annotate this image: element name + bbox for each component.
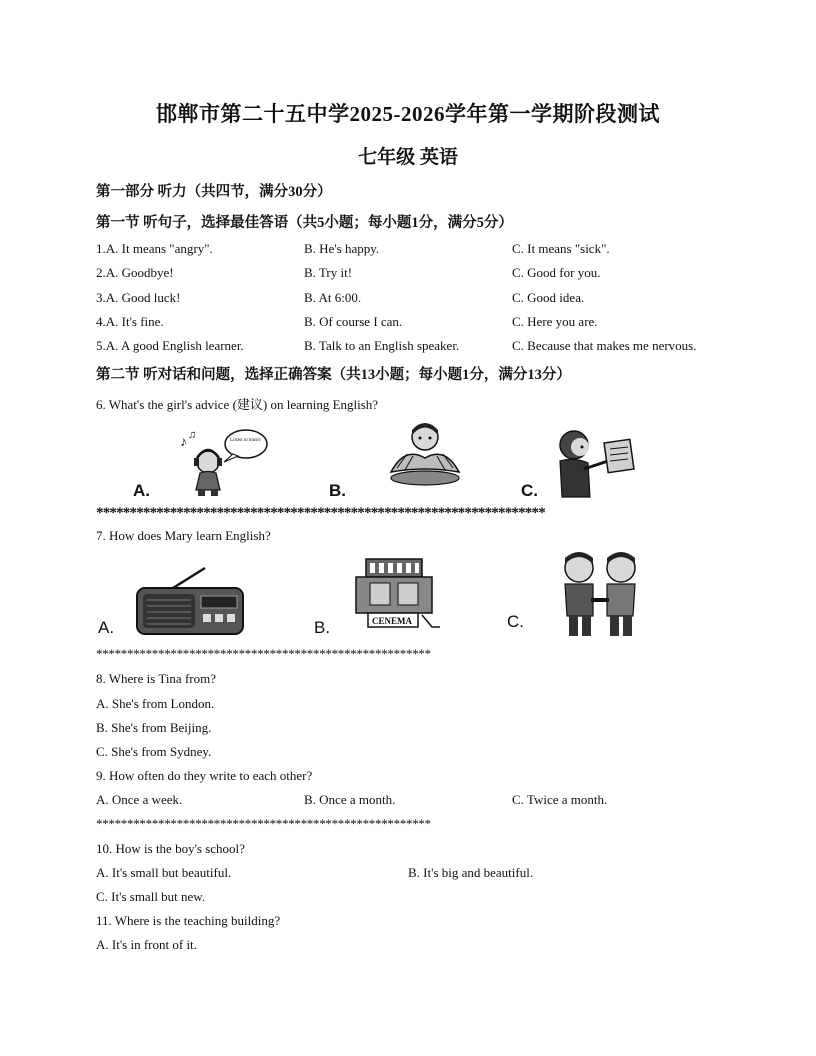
q4-option-c: C. Here you are. [512,314,598,329]
q9-option-b: B. Once a month. [304,792,396,807]
q8-option-b: B. She's from Beijing. [96,720,212,735]
part1-heading: 第一部分 听力（共四节，满分30分） [96,184,332,200]
q10-question: 10. How is the boy's school? [96,841,245,856]
q3-option-c: C. Good idea. [512,290,585,305]
q2-option-c: C. Good for you. [512,265,601,280]
exam-subtitle: 七年级 英语 [358,147,458,168]
q2-option-a: 2.A. Goodbye! [96,265,174,280]
separator-stars-short-2: ****************************************************** [96,816,431,831]
q4-option-b: B. Of course I can. [304,314,403,329]
q9-option-c: C. Twice a month. [512,792,608,807]
q9-question: 9. How often do they write to each other? [96,768,313,783]
q6-label-c: C. [521,481,538,500]
q6-picture-c-person-with-book [550,425,640,501]
q11-question: 11. Where is the teaching building? [96,913,281,928]
q6-question: 6. What's the girl's advice (建议) on learning English? [96,397,379,412]
q8-option-c: C. She's from Sydney. [96,744,212,759]
q7-label-c: C. [507,612,524,631]
q6-label-b: B. [329,481,346,500]
q11-option-a: A. It's in front of it. [96,937,197,952]
separator-stars-short-1: ****************************************************** [96,646,431,661]
q1-option-a: 1.A. It means "angry". [96,241,213,256]
q5-option-c: C. Because that makes me nervous. [512,338,697,353]
q2-option-b: B. Try it! [304,265,353,280]
q5-option-b: B. Talk to an English speaker. [304,338,460,353]
q4-option-a: 4.A. It's fine. [96,314,164,329]
section2-heading: 第二节 听对话和问题，选择正确答案（共13小题；每小题1分，满分13分） [96,367,571,383]
exam-title: 邯郸市第二十五中学2025-2026学年第一学期阶段测试 [156,102,660,126]
q6-picture-a-girl-music [178,428,270,498]
q10-option-c: C. It's small but new. [96,889,206,904]
q3-option-a: 3.A. Good luck! [96,290,181,305]
q6-label-a: A. [133,481,150,500]
q5-option-a: 5.A. A good English learner. [96,338,244,353]
q1-option-b: B. He's happy. [304,241,380,256]
svg-text:♫: ♫ [188,429,197,441]
svg-text:CENEMA: CENEMA [372,616,412,626]
svg-text:♪: ♪ [180,435,187,450]
svg-text:Listen to music: Listen to music [230,438,261,443]
q7-picture-b-cinema [352,555,442,635]
q7-picture-c-two-boys-talking [555,550,645,640]
q7-label-a: A. [98,618,115,637]
q7-label-b: B. [314,618,331,637]
q3-option-b: B. At 6:00. [304,290,362,305]
q8-option-a: A. She's from London. [96,696,215,711]
separator-stars-long: ******************************************************************* [96,505,545,521]
q8-question: 8. Where is Tina from? [96,671,216,686]
q7-question: 7. How does Mary learn English? [96,528,271,543]
q10-option-b: B. It's big and beautiful. [408,865,534,880]
q10-option-a: A. It's small but beautiful. [96,865,232,880]
q6-picture-b-boy-reading [385,420,465,488]
section1-heading: 第一节 听句子，选择最佳答语（共5小题；每小题1分，满分5分） [96,215,513,231]
q9-option-a: A. Once a week. [96,792,183,807]
q1-option-c: C. It means "sick". [512,241,610,256]
q7-picture-a-radio [133,566,248,638]
